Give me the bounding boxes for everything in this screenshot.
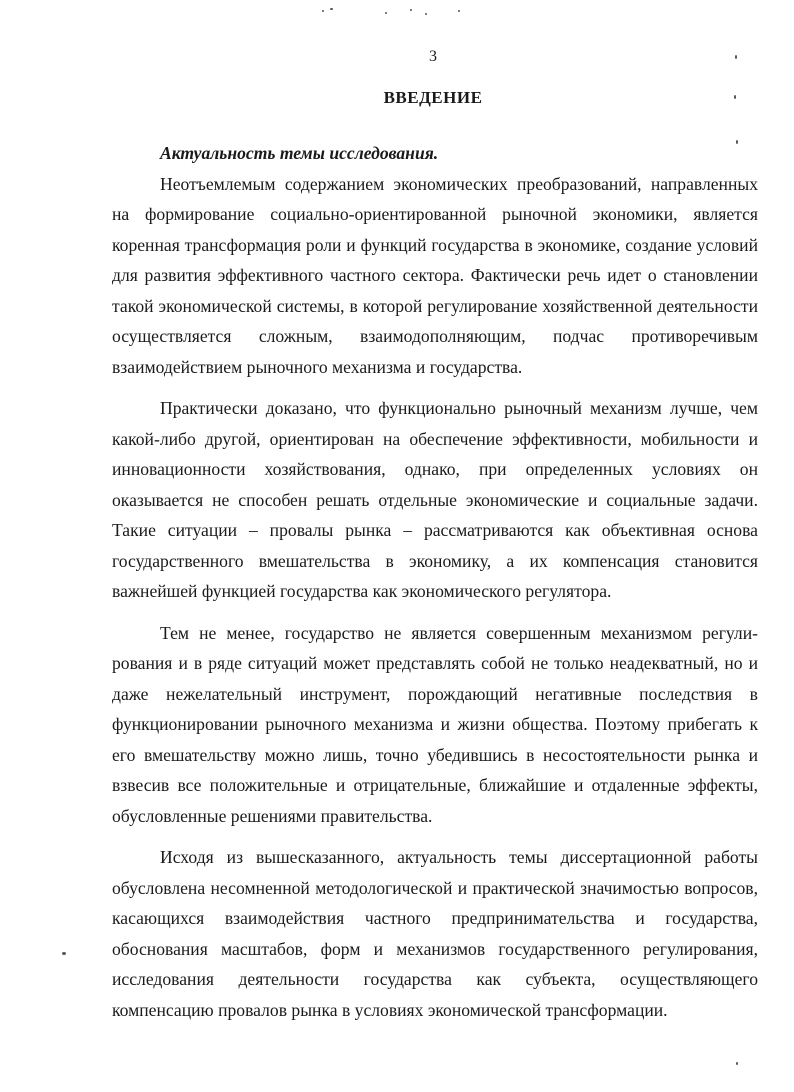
scan-artifact (385, 12, 387, 14)
scan-artifact (458, 10, 460, 12)
document-body (112, 138, 758, 1036)
section-subheading: Актуальность темы исследования. (160, 143, 439, 163)
scan-artifact (322, 10, 324, 12)
body-paragraph-1: Неотъемлемым содержанием экономических преобразований, направленных на формирование социально-ориентированной рыночной экономики, является коренная трансформация роли и функций государства в экономике, создание условий для развития эффективного частного сектора. Фактически речь идет о становлении такой экономической системы, в которой регулирование хозяйственной деятельности осуществляется сложным, взаимодополняющим, подчас противоречивым взаимодействием рыночного механизма и государства. (112, 173, 758, 377)
body-paragraph-4: Исходя из вышесказанного, актуальность темы диссертационной работы обусловлена несомненной методологической и практической значимостью вопросов, касающихся взаимодействия частного предпринимательства и государства, обоснования масштабов, форм и механизмов государственного регулирования, исследования деятельности государства как субъекта, осуществляющего компенсацию провалов рынка в условиях экономической трансформации. (112, 847, 758, 1020)
scan-artifact (736, 1062, 738, 1065)
scan-artifact (330, 8, 333, 10)
scan-artifact (410, 9, 412, 11)
page-number: 3 (429, 48, 437, 65)
page-title: ВВЕДЕНИЕ (383, 88, 483, 107)
body-paragraph-3: Тем не менее, государство не является совершенным механизмом регулирования и в ряде ситуаций может представлять собой не только неадекватный, но и даже нежелательный инструмент, порождающий негативные последствия в функционировании рыночного механизма и жизни общества. Поэтому прибегать к его вмешательству можно лишь, точно убедившись в несостоятельности рынка и взвесив все положительные и отрицательные, ближайшие и отдаленные эффекты, обусловленные решениями правительства. (112, 622, 758, 826)
scan-artifact (425, 13, 427, 15)
body-paragraph-2: Практически доказано, что функционально рыночный механизм лучше, чем какой-либо другой, ориентирован на обеспечение эффективности, мобильности и инновационности хозяйствования, однако, при определенных условиях он оказывается не способен решать отдельные экономические и социальные задачи. Такие ситуации – провалы рынка – рассматриваются как объективная основа государственного вмешательства в экономику, а их компенсация становится важнейшей функцией государства как экономического регулятора. (112, 398, 758, 601)
scan-artifact (62, 952, 66, 955)
